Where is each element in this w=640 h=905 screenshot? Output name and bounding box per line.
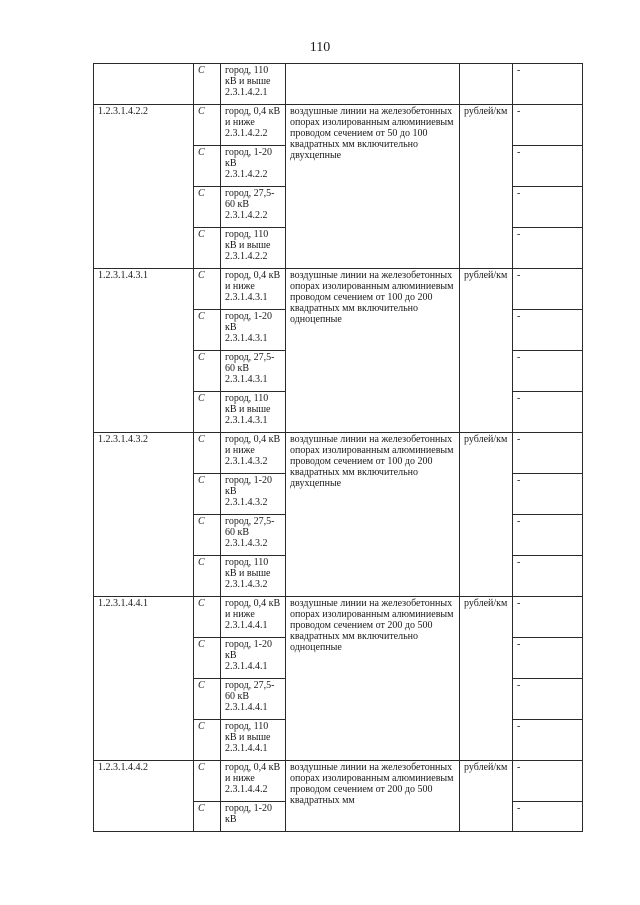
table-row — [94, 597, 583, 638]
description-cell: воздушные линии на железобетонных опорах изолированным алюминиевым проводом сечением от 100 до 200 квадратных мм включительно двухцепные — [286, 433, 460, 597]
city-cell: город, 1-20 кВ 2.3.1.4.2.2 — [221, 146, 286, 187]
code-cell: 1.2.3.1.4.3.1 — [94, 269, 194, 433]
value-cell: - — [513, 105, 583, 146]
code-cell: 1.2.3.1.4.3.2 — [94, 433, 194, 597]
description-cell: воздушные линии на железобетонных опорах изолированным алюминиевым проводом сечением от 200 до 500 квадратных мм — [286, 761, 460, 832]
code-cell: 1.2.3.1.4.4.1 — [94, 597, 194, 761]
page-number: 110 — [309, 40, 331, 55]
unit-cell: рублей/км — [460, 269, 513, 433]
code-cell: 1.2.3.1.4.2.2 — [94, 105, 194, 269]
city-cell: город, 1-20 кВ 2.3.1.4.4.1 — [221, 638, 286, 679]
value-cell: - — [513, 474, 583, 515]
unit-cell — [460, 64, 513, 105]
unit-cell: рублей/км — [460, 761, 513, 832]
city-cell: город, 1-20 кВ — [221, 802, 286, 832]
letter-cell: С — [194, 720, 221, 761]
value-cell: - — [513, 802, 583, 832]
city-cell: город, 0,4 кВ и ниже 2.3.1.4.4.2 — [221, 761, 286, 802]
letter-cell: С — [194, 802, 221, 832]
table-row — [94, 433, 583, 474]
value-cell: - — [513, 187, 583, 228]
unit-cell: рублей/км — [460, 105, 513, 269]
city-cell: город, 110 кВ и выше 2.3.1.4.3.2 — [221, 556, 286, 597]
city-cell: город, 27,5-60 кВ 2.3.1.4.2.2 — [221, 187, 286, 228]
table-row — [94, 269, 583, 310]
letter-cell: С — [194, 64, 221, 105]
city-cell: город, 27,5-60 кВ 2.3.1.4.4.1 — [221, 679, 286, 720]
description-cell: воздушные линии на железобетонных опорах изолированным алюминиевым проводом сечением от 50 до 100 квадратных мм включительно двухцепные — [286, 105, 460, 269]
unit-cell: рублей/км — [460, 597, 513, 761]
letter-cell: С — [194, 392, 221, 433]
value-cell: - — [513, 597, 583, 638]
letter-cell: С — [194, 146, 221, 187]
table-row — [94, 761, 583, 802]
letter-cell: С — [194, 269, 221, 310]
value-cell: - — [513, 310, 583, 351]
letter-cell: С — [194, 556, 221, 597]
city-cell: город, 27,5-60 кВ 2.3.1.4.3.2 — [221, 515, 286, 556]
city-cell: город, 0,4 кВ и ниже 2.3.1.4.3.1 — [221, 269, 286, 310]
table-row — [94, 64, 583, 105]
city-cell: город, 0,4 кВ и ниже 2.3.1.4.4.1 — [221, 597, 286, 638]
letter-cell: С — [194, 187, 221, 228]
value-cell: - — [513, 679, 583, 720]
city-cell: город, 1-20 кВ 2.3.1.4.3.2 — [221, 474, 286, 515]
value-cell: - — [513, 556, 583, 597]
value-cell: - — [513, 761, 583, 802]
value-cell: - — [513, 64, 583, 105]
city-cell: город, 1-20 кВ 2.3.1.4.3.1 — [221, 310, 286, 351]
table-row — [94, 105, 583, 146]
city-cell: город, 110 кВ и выше 2.3.1.4.2.1 — [221, 64, 286, 105]
value-cell: - — [513, 392, 583, 433]
value-cell: - — [513, 515, 583, 556]
city-cell: город, 27,5-60 кВ 2.3.1.4.3.1 — [221, 351, 286, 392]
letter-cell: С — [194, 433, 221, 474]
value-cell: - — [513, 638, 583, 679]
value-cell: - — [513, 269, 583, 310]
tariff-table — [93, 63, 583, 832]
city-cell: город, 0,4 кВ и ниже 2.3.1.4.2.2 — [221, 105, 286, 146]
letter-cell: С — [194, 105, 221, 146]
city-cell: город, 110 кВ и выше 2.3.1.4.2.2 — [221, 228, 286, 269]
letter-cell: С — [194, 228, 221, 269]
letter-cell: С — [194, 597, 221, 638]
description-cell — [286, 64, 460, 105]
value-cell: - — [513, 146, 583, 187]
letter-cell: С — [194, 351, 221, 392]
value-cell: - — [513, 228, 583, 269]
value-cell: - — [513, 433, 583, 474]
letter-cell: С — [194, 474, 221, 515]
letter-cell: С — [194, 310, 221, 351]
letter-cell: С — [194, 679, 221, 720]
description-cell: воздушные линии на железобетонных опорах изолированным алюминиевым проводом сечением от 200 до 500 квадратных мм включительно одноцепные — [286, 597, 460, 761]
description-cell: воздушные линии на железобетонных опорах изолированным алюминиевым проводом сечением от 100 до 200 квадратных мм включительно одноцепные — [286, 269, 460, 433]
letter-cell: С — [194, 515, 221, 556]
city-cell: город, 110 кВ и выше 2.3.1.4.4.1 — [221, 720, 286, 761]
value-cell: - — [513, 720, 583, 761]
letter-cell: С — [194, 761, 221, 802]
code-cell: 1.2.3.1.4.4.2 — [94, 761, 194, 832]
city-cell: город, 110 кВ и выше 2.3.1.4.3.1 — [221, 392, 286, 433]
city-cell: город, 0,4 кВ и ниже 2.3.1.4.3.2 — [221, 433, 286, 474]
value-cell: - — [513, 351, 583, 392]
letter-cell: С — [194, 638, 221, 679]
unit-cell: рублей/км — [460, 433, 513, 597]
code-cell — [94, 64, 194, 105]
